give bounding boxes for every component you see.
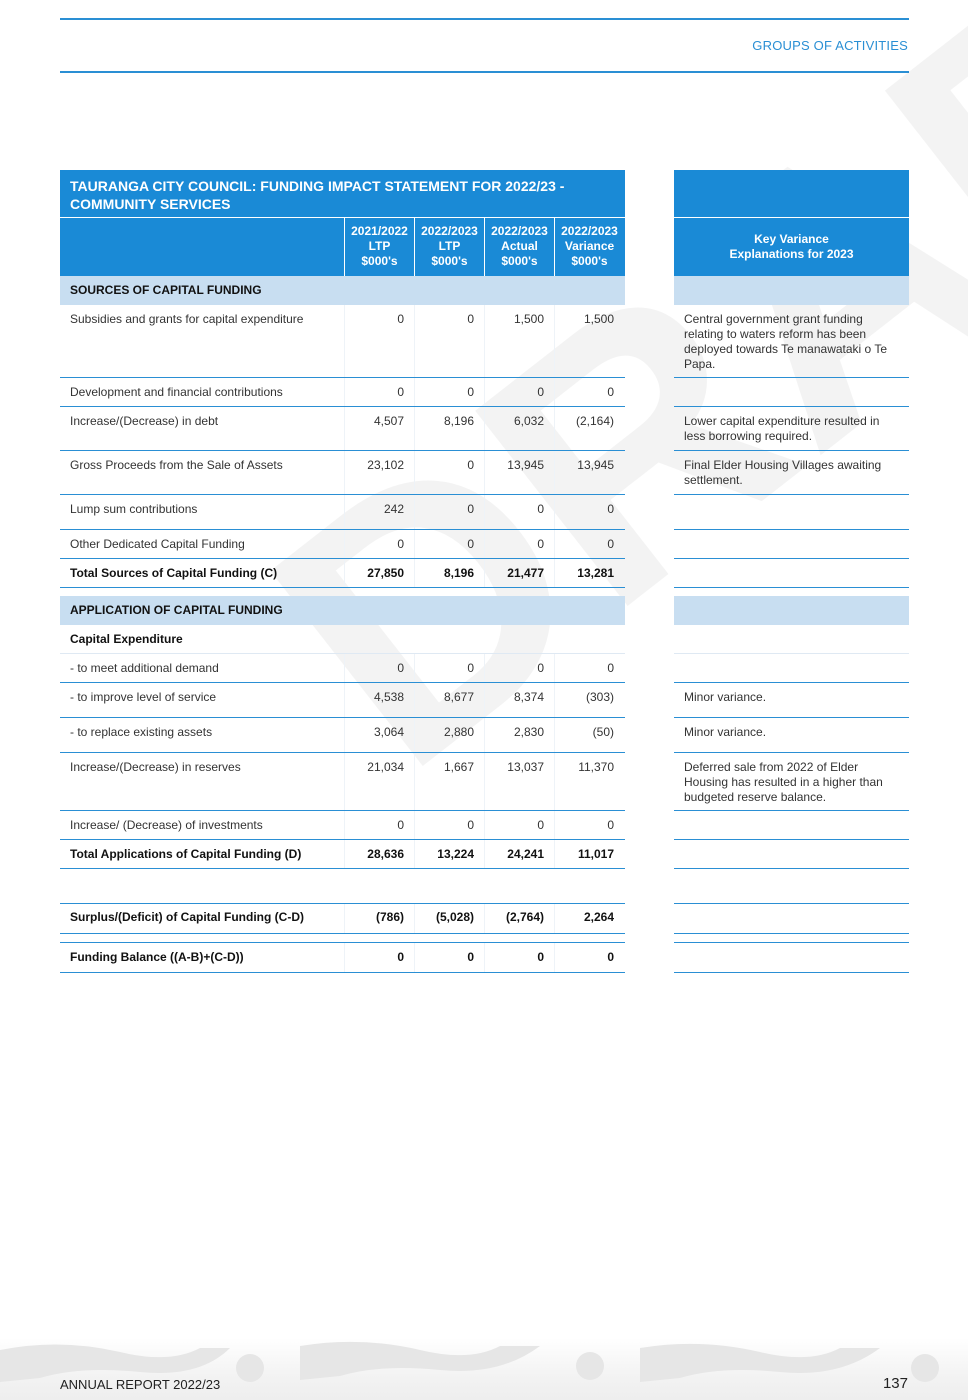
cell-value: 13,945 — [484, 451, 554, 494]
variance-note-empty — [674, 869, 909, 904]
column-header-text: $000's — [501, 254, 538, 268]
row-label: Funding Balance ((A-B)+(C-D)) — [70, 950, 244, 964]
key-section-sources — [674, 276, 909, 305]
footer-report-title: ANNUAL REPORT 2022/23 — [60, 1377, 221, 1392]
cell-value: 0 — [554, 378, 624, 406]
row-label: Increase/(Decrease) in debt — [70, 414, 219, 428]
cell-value: 0 — [414, 305, 484, 377]
column-header-text: 2022/2023 — [421, 224, 478, 238]
row-label: Total Sources of Capital Funding (C) — [70, 566, 278, 580]
cell-value: 13,224 — [414, 840, 484, 868]
table-row — [60, 530, 625, 559]
cell-value: 0 — [344, 305, 414, 377]
column-header-4 — [554, 218, 624, 276]
column-header-3 — [484, 218, 554, 276]
row-label: Total Applications of Capital Funding (D) — [70, 847, 302, 861]
cell-value: 23,102 — [344, 451, 414, 494]
cell-value: 4,507 — [344, 407, 414, 450]
cell-value: (5,028) — [414, 904, 484, 933]
cell-value: 13,281 — [554, 559, 624, 587]
cell-value: 13,037 — [484, 753, 554, 810]
cell-value: (303) — [554, 683, 624, 717]
cell-value: 8,196 — [414, 407, 484, 450]
section-label: GROUPS OF ACTIVITIES — [752, 38, 908, 53]
cell-value: 21,034 — [344, 753, 414, 810]
variance-note-empty — [674, 559, 909, 588]
funding-impact-table — [60, 170, 625, 973]
cell-value: 0 — [414, 654, 484, 682]
cell-value: 11,370 — [554, 753, 624, 810]
cell-value: 0 — [414, 451, 484, 494]
cell-value: 0 — [344, 811, 414, 839]
row-label: Increase/(Decrease) in reserves — [70, 760, 241, 774]
row-label: Other Dedicated Capital Funding — [70, 537, 245, 551]
cell-value: 0 — [554, 495, 624, 529]
cell-value: 4,538 — [344, 683, 414, 717]
cell-value: 0 — [554, 943, 624, 972]
section-heading-sources — [60, 276, 625, 305]
section-heading-text: SOURCES OF CAPITAL FUNDING — [70, 283, 262, 297]
row-label: Lump sum contributions — [70, 502, 198, 516]
cell-value: 0 — [414, 943, 484, 972]
cell-value: 3,064 — [344, 718, 414, 752]
cell-value: 0 — [484, 495, 554, 529]
column-header-text: $000's — [571, 254, 608, 268]
table-row — [60, 451, 625, 495]
spacer — [60, 588, 625, 596]
funding-balance-row — [60, 942, 625, 973]
top-rule — [60, 18, 909, 20]
section-heading-applications — [60, 596, 625, 625]
spacer — [674, 588, 909, 596]
cell-value: 8,374 — [484, 683, 554, 717]
column-header-text: $000's — [361, 254, 398, 268]
variance-note-empty — [674, 904, 909, 934]
column-header-text: LTP — [368, 239, 391, 253]
column-header-text: 2022/2023 — [491, 224, 548, 238]
table-header-row — [60, 217, 625, 276]
page-number: 137 — [882, 1375, 908, 1392]
total-row-sources — [60, 559, 625, 588]
total-row-applications — [60, 840, 625, 869]
cell-value: 0 — [344, 654, 414, 682]
cell-value: 28,636 — [344, 840, 414, 868]
subheading-capex — [60, 625, 625, 654]
table-row — [60, 811, 625, 840]
cell-value: 27,850 — [344, 559, 414, 587]
header-label-cell — [60, 218, 344, 276]
cell-value: 0 — [484, 530, 554, 558]
cell-value: 0 — [344, 530, 414, 558]
surplus-row — [60, 904, 625, 934]
key-variance-column — [674, 170, 909, 973]
table-row — [60, 683, 625, 718]
cell-value: 1,667 — [414, 753, 484, 810]
cell-value: 8,677 — [414, 683, 484, 717]
column-header-text: 2022/2023 — [561, 224, 618, 238]
variance-note-empty — [674, 625, 909, 654]
row-label: Subsidies and grants for capital expenditure — [70, 312, 304, 326]
column-header-1 — [344, 218, 414, 276]
cell-value: 11,017 — [554, 840, 624, 868]
variance-note: Lower capital expenditure resulted in less borrowing required. — [674, 407, 909, 451]
variance-note — [674, 495, 909, 530]
cell-value: 24,241 — [484, 840, 554, 868]
row-label: Development and financial contributions — [70, 385, 283, 399]
cell-value: 0 — [484, 654, 554, 682]
row-label: - to meet additional demand — [70, 661, 219, 675]
row-label: - to replace existing assets — [70, 725, 213, 739]
cell-value: 0 — [344, 378, 414, 406]
cell-value: 242 — [344, 495, 414, 529]
spacer — [60, 934, 625, 942]
table-row — [60, 753, 625, 811]
column-header-text: $000's — [431, 254, 468, 268]
table-row — [60, 495, 625, 530]
variance-note: Final Elder Housing Villages awaiting settlement. — [674, 451, 909, 495]
row-label: - to improve level of service — [70, 690, 217, 704]
column-header-text: Actual — [501, 239, 538, 253]
variance-note: Minor variance. — [674, 718, 909, 753]
variance-note — [674, 811, 909, 840]
cell-value: 6,032 — [484, 407, 554, 450]
blank-row — [60, 869, 625, 904]
cell-value: 0 — [554, 530, 624, 558]
table-row — [60, 407, 625, 451]
cell-value: (786) — [344, 904, 414, 933]
variance-note — [674, 654, 909, 683]
column-header-2 — [414, 218, 484, 276]
cell-value: 1,500 — [484, 305, 554, 377]
table-row — [60, 378, 625, 407]
cell-value: 2,264 — [554, 904, 624, 933]
key-variance-header-text: Key Variance Explanations for 2023 — [729, 232, 854, 261]
column-header-text: Variance — [564, 239, 615, 253]
table-row — [60, 718, 625, 753]
cell-value: 0 — [414, 811, 484, 839]
cell-value: 1,500 — [554, 305, 624, 377]
cell-value: 0 — [554, 811, 624, 839]
variance-note-empty — [674, 840, 909, 869]
variance-note: Deferred sale from 2022 of Elder Housing has resulted in a higher than budgeted reserve balance. — [674, 753, 909, 811]
variance-note — [674, 378, 909, 407]
cell-value: (50) — [554, 718, 624, 752]
cell-value: 8,196 — [414, 559, 484, 587]
column-header-text: LTP — [438, 239, 461, 253]
row-label: Gross Proceeds from the Sale of Assets — [70, 458, 283, 472]
key-variance-title-bar — [674, 170, 909, 217]
cell-value: 0 — [344, 943, 414, 972]
column-header-text: 2021/2022 — [351, 224, 408, 238]
table-row — [60, 305, 625, 378]
row-label: Surplus/(Deficit) of Capital Funding (C-D) — [70, 910, 304, 924]
table-title: TAURANGA CITY COUNCIL: FUNDING IMPACT STATEMENT FOR 2022/23 - COMMUNITY SERVICES — [60, 170, 625, 217]
cell-value: 0 — [554, 654, 624, 682]
cell-value: 2,880 — [414, 718, 484, 752]
cell-value: 0 — [484, 378, 554, 406]
cell-value: 0 — [414, 530, 484, 558]
spacer — [674, 934, 909, 942]
variance-note: Central government grant funding relating to waters reform has been deployed towards Te manawataki o Te Papa. — [674, 305, 909, 378]
section-heading-text: APPLICATION OF CAPITAL FUNDING — [70, 603, 283, 617]
row-label: Increase/ (Decrease) of investments — [70, 818, 263, 832]
cell-value: 0 — [414, 378, 484, 406]
cell-value: 13,945 — [554, 451, 624, 494]
variance-note — [674, 530, 909, 559]
cell-value: 0 — [484, 811, 554, 839]
table-row — [60, 654, 625, 683]
cell-value: (2,764) — [484, 904, 554, 933]
cell-value: (2,164) — [554, 407, 624, 450]
key-variance-header — [674, 217, 909, 276]
cell-value: 0 — [414, 495, 484, 529]
cell-value: 21,477 — [484, 559, 554, 587]
variance-note-empty — [674, 942, 909, 973]
variance-note: Minor variance. — [674, 683, 909, 718]
key-section-applications — [674, 596, 909, 625]
row-label: Capital Expenditure — [70, 632, 183, 646]
cell-value: 2,830 — [484, 718, 554, 752]
cell-value: 0 — [484, 943, 554, 972]
